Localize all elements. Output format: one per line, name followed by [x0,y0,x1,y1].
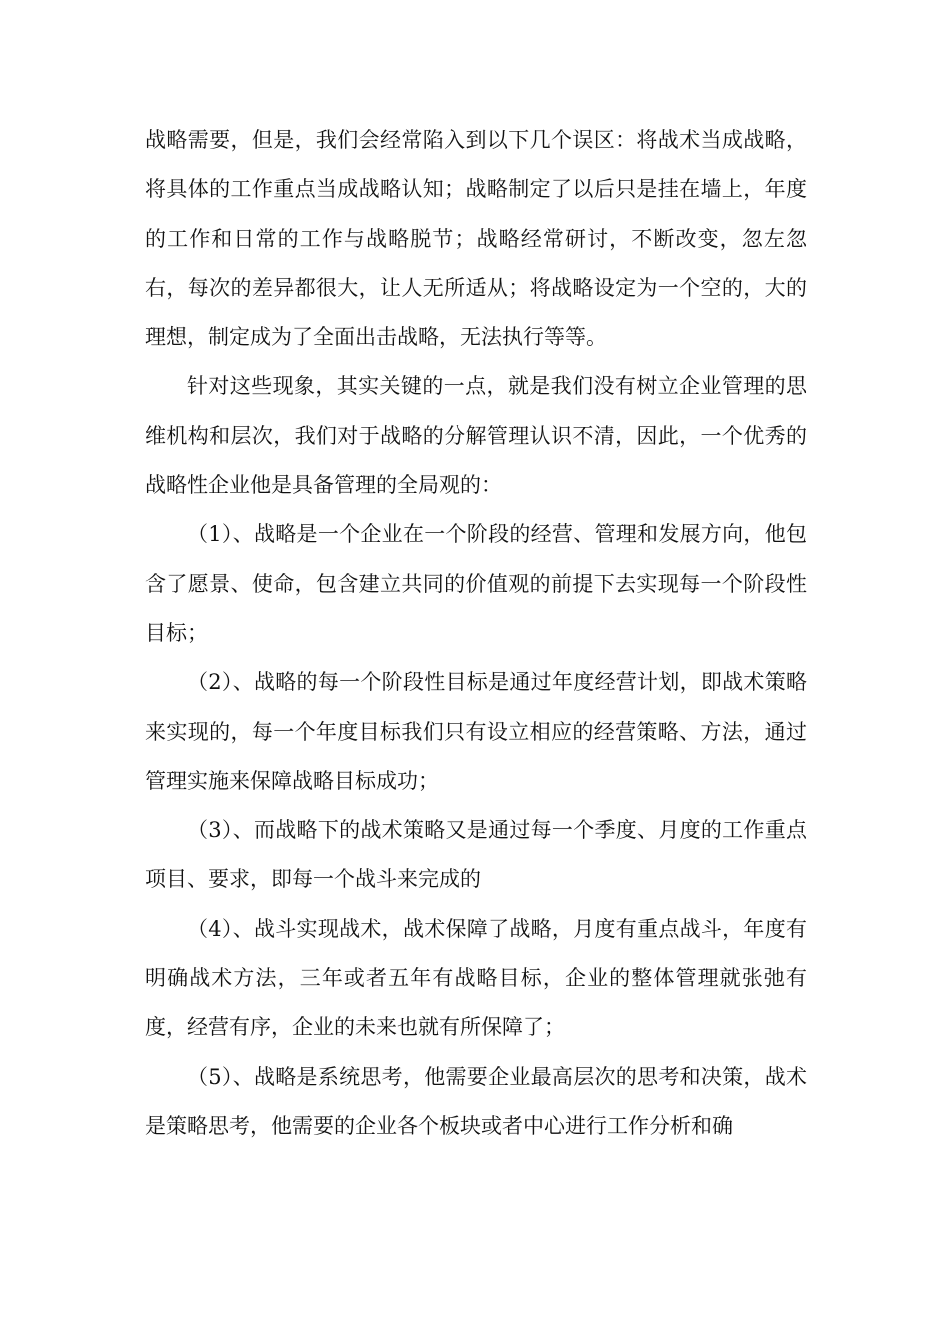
list-item-1: （1）、战略是一个企业在一个阶段的经营、管理和发展方向，他包含了愿景、使命，包含建立共同的价值观的前提下去实现每一个阶段性目标； [145,522,807,645]
list-item-2: （2）、战略的每一个阶段性目标是通过年度经营计划，即战术策略来实现的，每一个年度目标我们只有设立相应的经营策略、方法，通过管理实施来保障战略目标成功； [145,670,807,793]
paragraph-intro: 针对这些现象，其实关键的一点，就是我们没有树立企业管理的思维机构和层次，我们对于战略的分解管理认识不清，因此，一个优秀的战略性企业他是具备管理的全局观的： [145,374,807,498]
list-item-4: （4）、战斗实现战术，战术保障了战略，月度有重点战斗，年度有明确战术方法，三年或者五年有战略目标，企业的整体管理就张弛有度，经营有序，企业的未来也就有所保障了； [145,916,807,1040]
list-item-3: （3）、而战略下的战术策略又是通过每一个季度、月度的工作重点项目、要求，即每一个战斗来完成的 [145,818,807,892]
list-item-5: （5）、战略是系统思考，他需要企业最高层次的思考和决策，战术是策略思考，他需要的企业各个板块或者中心进行工作分析和确 [145,1064,807,1138]
document-body [145,116,807,1151]
paragraph-continuation: 战略需要，但是，我们会经常陷入到以下几个误区：将战术当成战略，将具体的工作重点当成战略认知；战略制定了以后只是挂在墙上，年度的工作和日常的工作与战略脱节；战略经常研讨，不断改变，忽左忽右，每次的差异都很大，让人无所适从；将战略设定为一个空的，大的理想，制定成为了全面出击战略，无法执行等等。 [145,128,807,350]
